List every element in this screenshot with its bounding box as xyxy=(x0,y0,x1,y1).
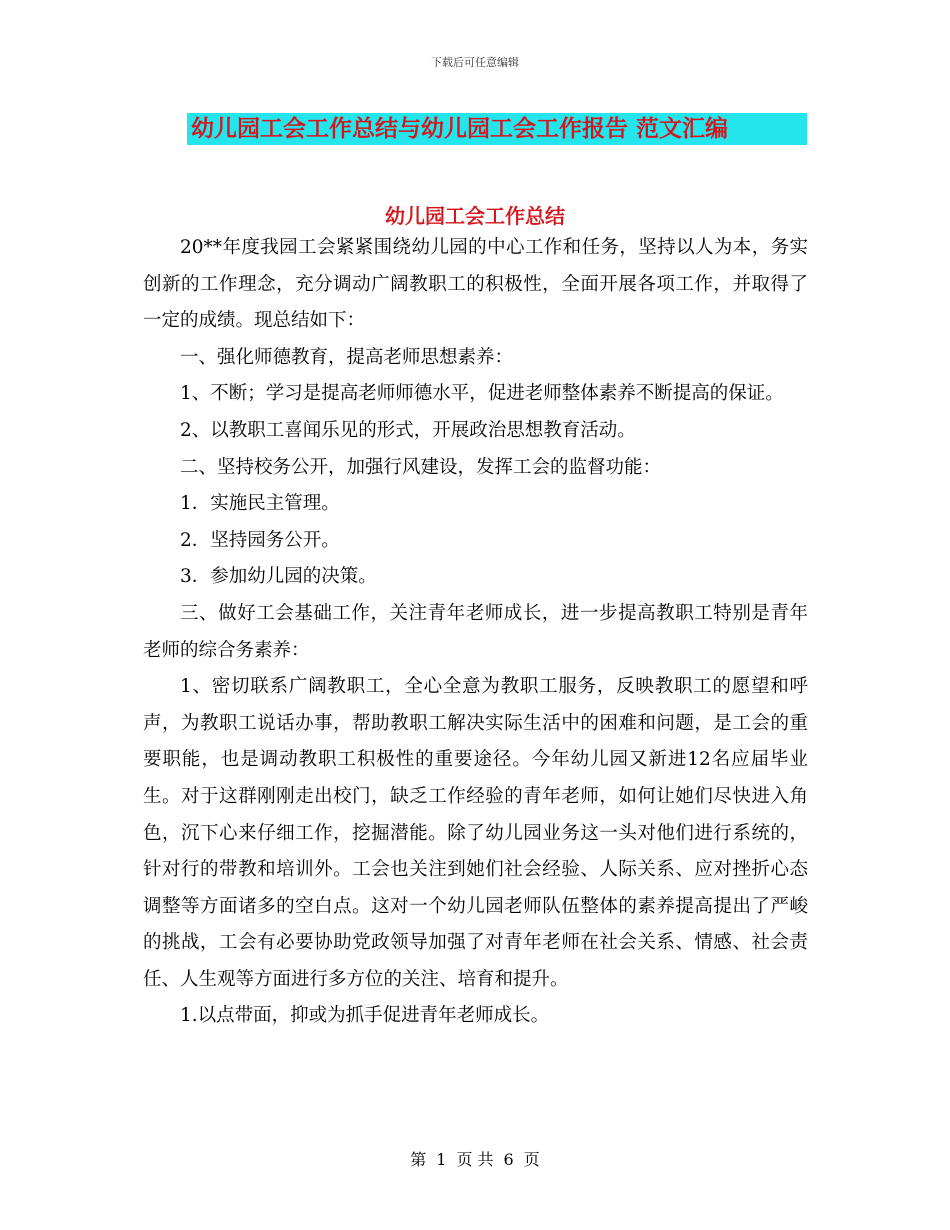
page-suffix: 页 xyxy=(523,1150,540,1169)
page-footer xyxy=(0,1147,950,1170)
body-paragraph: 1、密切联系广阔教职工，全心全意为教职工服务，反映教职工的愿望和呼声，为教职工说话办事，帮助教职工解决实际生活中的困难和问题，是工会的重要职能，也是调动教职工积极性的重要途径。今年幼儿园又新进12名应届毕业生。对于这群刚刚走出校门，缺乏工作经验的青年老师，如何让她们尽快进入角色，沉下心来仔细工作，挖掘潜能。除了幼儿园业务这一头对他们进行系统的，针对行的带教和培训外。工会也关注到她们社会经验、人际关系、应对挫折心态调整等方面诸多的空白点。这对一个幼儿园老师队伍整体的素养提高提出了严峻的挑战，工会有必要协助党政领导加强了对青年老师在社会关系、情感、社会责任、人生观等方面进行多方位的关注、培育和提升。 xyxy=(143,676,808,990)
body-paragraph: 2．坚持园务公开。 xyxy=(180,529,340,551)
section-title: 幼儿园工会工作总结 xyxy=(385,204,565,228)
body-paragraph: 2、以教职工喜闻乐见的形式，开展政治思想教育活动。 xyxy=(180,419,636,441)
page-header-note: 下载后可任意编辑 xyxy=(431,56,519,69)
document-title: 幼儿园工会工作总结与幼儿园工会工作报告 范文汇编 xyxy=(187,113,807,145)
body-paragraph: 二、坚持校务公开，加强行风建设，发挥工会的监督功能： xyxy=(180,456,662,478)
page-number-current: 1 xyxy=(436,1150,447,1169)
body-paragraph: 20**年度我园工会紧紧围绕幼儿园的中心工作和任务，坚持以人为本，务实创新的工作理念，充分调动广阔教职工的积极性，全面开展各项工作，并取得了一定的成绩。现总结如下： xyxy=(143,237,808,332)
page-prefix: 第 xyxy=(410,1150,427,1169)
body-paragraph: 一、强化师德教育，提高老师思想素养： xyxy=(180,346,514,368)
body-paragraph: 三、做好工会基础工作，关注青年老师成长，进一步提高教职工特别是青年老师的综合务素养： xyxy=(143,602,808,661)
body-paragraph: 1、不断；学习是提高老师师德水平，促进老师整体素养不断提高的保证。 xyxy=(180,383,784,405)
document-body xyxy=(143,230,808,1035)
body-paragraph: 3．参加幼儿园的决策。 xyxy=(180,566,377,588)
body-paragraph: 1．实施民主管理。 xyxy=(180,493,340,515)
page-number-total: 6 xyxy=(503,1150,514,1169)
body-paragraph: 1.以点带面，抑或为抓手促进青年老师成长。 xyxy=(180,1005,550,1027)
page-mid: 页 共 xyxy=(456,1150,494,1169)
